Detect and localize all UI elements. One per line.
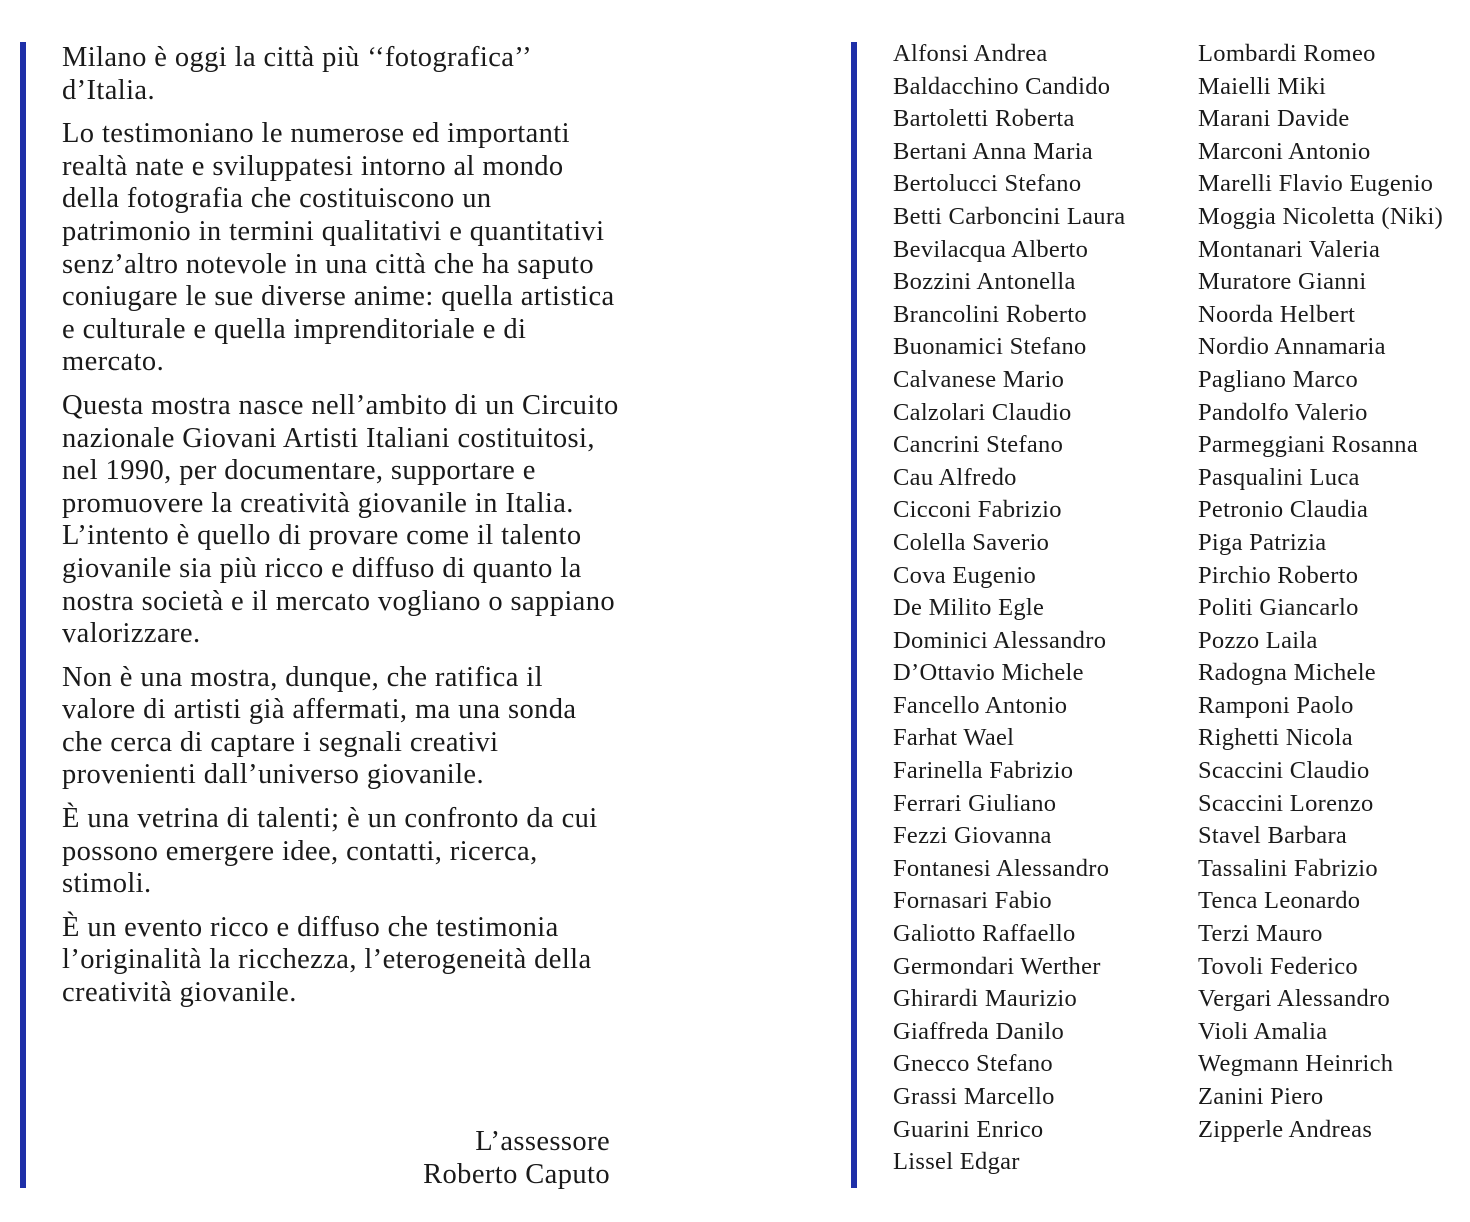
artist-name: Alfonsi Andrea [893,40,1048,67]
artist-name: Tassalini Fabrizio [1198,854,1378,882]
artist-name: Marani Davide [1198,105,1350,133]
artist-name: Pozzo Laila [1198,626,1318,654]
artist-name: Ghirardi Maurizio [893,985,1078,1013]
artist-name: Cau Alfredo [893,463,1017,491]
artist-name: Brancolini Roberto [893,300,1087,328]
artist-name: Politi Giancarlo [1198,594,1359,622]
signature-name: Roberto Caputo [423,1158,610,1190]
intro-paragraph-5: È una vetrina di talenti; è un confronto da cui possono emergere idee, contatti, ricerca, stimoli. [62,803,598,900]
artist-name: Betti Carboncini Laura [893,202,1126,230]
artist-name: Ramponi Paolo [1198,691,1354,719]
artist-name: Petronio Claudia [1198,496,1369,524]
artist-name: Pasqualini Luca [1198,463,1360,491]
artist-name: Bozzini Antonella [893,268,1076,296]
artist-name: Germondari Werther [893,952,1101,980]
artist-name: Tovoli Federico [1198,952,1358,980]
artist-name: Terzi Mauro [1198,920,1323,948]
artist-name: Fezzi Giovanna [893,822,1052,850]
artist-name: Nordio Annamaria [1198,333,1386,361]
artist-name: Galiotto Raffaello [893,920,1076,948]
artist-name: Fornasari Fabio [893,887,1052,915]
artist-name: Fontanesi Alessandro [893,854,1110,882]
artist-name: Guarini Enrico [893,1115,1044,1143]
artist-name: Baldacchino Candido [893,72,1111,100]
intro-text [62,42,622,1021]
artist-name: Noorda Helbert [1198,300,1356,328]
artist-name: Wegmann Heinrich [1198,1050,1394,1078]
artist-name: Violi Amalia [1198,1017,1328,1045]
artist-name: Bertolucci Stefano [893,170,1082,198]
artist-name: Righetti Nicola [1198,724,1353,752]
artist-name: Cicconi Fabrizio [893,496,1062,524]
artist-name: Marelli Flavio Eugenio [1198,170,1434,198]
artist-name: Tenca Leonardo [1198,887,1361,915]
artist-name: De Milito Egle [893,594,1045,622]
artist-name: Lombardi Romeo [1198,40,1376,67]
intro-paragraph-6: È un evento ricco e diffuso che testimonia l’originalità la ricchezza, l’eterogeneità della creatività giovanile. [62,911,592,1009]
intro-paragraph-1: Milano è oggi la città più ‘‘fotografica’’ d’Italia. [62,42,530,106]
artist-name: Bartoletti Roberta [893,105,1075,133]
artist-name: Farhat Wael [893,724,1015,752]
artist-name: Montanari Valeria [1198,235,1381,263]
artist-name: Buonamici Stefano [893,333,1087,361]
artist-name: Zanini Piero [1198,1083,1324,1110]
artist-list-column-b [1198,38,1443,1146]
intro-paragraph-3: Questa mostra nasce nell’ambito di un Circuito nazionale Giovani Artisti Italiani costituitosi, nel 1990, per documentare, supportare e promuovere la creatività giovanile in Italia. L’intento è quello di provare come il talento giovanile sia più ricco e diffuso di quanto la nostra società e il mercato vogliano o sappiano valorizzare. [62,389,619,650]
artist-name: D’Ottavio Michele [893,659,1084,687]
artist-name: Farinella Fabrizio [893,757,1074,785]
artist-name: Muratore Gianni [1198,268,1367,296]
artist-name: Bertani Anna Maria [893,137,1093,165]
artist-name: Gnecco Stefano [893,1050,1053,1078]
right-accent-bar [851,42,857,1188]
artist-name: Ferrari Giuliano [893,789,1057,817]
signature [340,1126,610,1191]
artist-name: Pirchio Roberto [1198,561,1359,589]
artist-name: Marconi Antonio [1198,137,1371,165]
intro-paragraph-2: Lo testimoniano le numerose ed importanti realtà nate e sviluppatesi intorno al mondo della fotografia che costituiscono un patrimonio in termini qualitativi e quantitativi senz’altro notevole in una città che ha saputo coniugare le sue diverse anime: quella artistica e culturale e quella imprenditoriale e di mercato. [62,118,615,378]
artist-name: Pagliano Marco [1198,365,1359,393]
artist-name: Lissel Edgar [893,1148,1020,1176]
artist-name: Calvanese Mario [893,365,1065,393]
artist-name: Calzolari Claudio [893,398,1072,426]
artist-name: Fancello Antonio [893,691,1068,719]
artist-name: Cancrini Stefano [893,431,1064,459]
artist-name: Stavel Barbara [1198,822,1348,850]
artist-name: Colella Saverio [893,528,1050,556]
artist-name: Grassi Marcello [893,1083,1055,1110]
artist-list-column-a [893,38,1125,1179]
artist-name: Zipperle Andreas [1198,1115,1373,1143]
artist-name: Scaccini Lorenzo [1198,789,1374,817]
artist-name: Maielli Miki [1198,72,1327,100]
artist-name: Giaffreda Danilo [893,1017,1065,1045]
left-accent-bar [20,42,26,1188]
artist-name: Radogna Michele [1198,659,1376,687]
artist-name: Bevilacqua Alberto [893,235,1089,263]
artist-name: Parmeggiani Rosanna [1198,431,1419,459]
artist-name: Vergari Alessandro [1198,985,1391,1013]
artist-name: Scaccini Claudio [1198,757,1370,785]
artist-name: Dominici Alessandro [893,626,1107,654]
artist-name: Moggia Nicoletta (Niki) [1198,202,1444,230]
artist-name: Piga Patrizia [1198,528,1327,556]
artist-name: Pandolfo Valerio [1198,398,1368,426]
signature-role: L’assessore [475,1126,610,1157]
intro-paragraph-4: Non è una mostra, dunque, che ratifica il valore di artisti già affermati, ma una sonda che cerca di captare i segnali creativi provenienti dall’universo giovanile. [62,661,577,791]
artist-name: Cova Eugenio [893,561,1037,589]
